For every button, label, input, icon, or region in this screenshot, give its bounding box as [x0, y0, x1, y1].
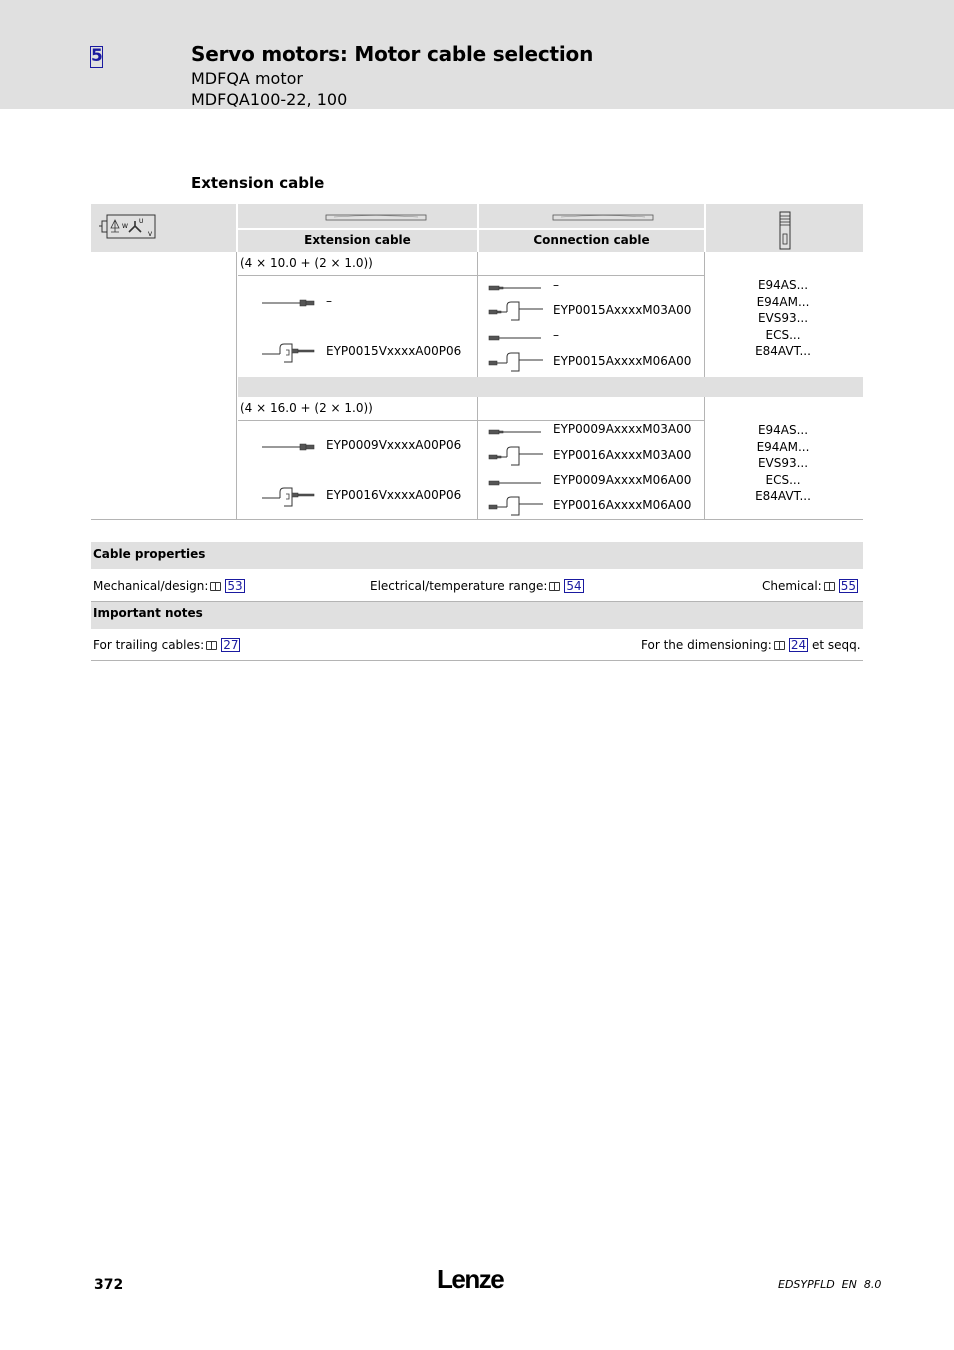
group-separator: [238, 377, 863, 397]
cable-straight-angled-icon: [489, 300, 544, 322]
cable-straight-connector-icon: [489, 426, 544, 438]
svg-text:W: W: [122, 223, 128, 230]
controller-item: EVS93...: [757, 311, 809, 325]
connection-cable-g2-4: EYP0016AxxxxM06A00: [553, 498, 692, 512]
document-id: EDSYPFLD EN 8.0: [778, 1278, 882, 1291]
connection-cable-g2-2: EYP0016AxxxxM03A00: [553, 448, 692, 462]
cable-straight-connector-icon: [489, 332, 544, 344]
controller-item: EVS93...: [757, 456, 809, 470]
extension-cable-g1-2: EYP0015VxxxxA00P06: [326, 344, 462, 358]
book-icon: [549, 582, 560, 591]
extension-cable-column-header: Extension cable: [304, 233, 411, 247]
connection-cable-g1-1: –: [553, 278, 559, 292]
cable-properties-band: [91, 542, 863, 569]
connection-cable-g1-2: EYP0015AxxxxM03A00: [553, 303, 692, 317]
mechanical-design-label: Mechanical/design:: [93, 579, 209, 593]
connection-cable-column-header: Connection cable: [533, 233, 650, 247]
controller-device-icon: [778, 212, 792, 250]
controller-item: E94AS...: [757, 278, 809, 292]
cable-plain-icon: [262, 440, 317, 454]
cable-plain-icon: [262, 296, 317, 310]
svg-text:V: V: [148, 231, 153, 238]
extension-cable-g2-1: EYP0009VxxxxA00P06: [326, 438, 462, 452]
dimensioning-suffix: et seqq.: [811, 638, 861, 652]
svg-text:U: U: [139, 218, 144, 225]
connection-cable-g2-1: EYP0009AxxxxM03A00: [553, 422, 692, 436]
trailing-cables-label: For trailing cables:: [93, 638, 205, 652]
book-icon: [774, 641, 785, 650]
cable-angled-connector-icon: [262, 486, 317, 508]
extension-cable-g2-2: EYP0016VxxxxA00P06: [326, 488, 462, 502]
electrical-temperature-ref: [370, 579, 584, 593]
cross-section-group1: (4 × 10.0 + (2 × 1.0)): [240, 256, 373, 270]
page-link-trailing[interactable]: 27: [223, 638, 239, 652]
page-link-mechanical[interactable]: 53: [227, 579, 243, 593]
connection-cable-g1-3: –: [553, 328, 559, 342]
cable-straight-connector-icon: [489, 477, 544, 489]
controller-list-g2: [705, 422, 861, 505]
cross-section-group2: (4 × 16.0 + (2 × 1.0)): [240, 401, 373, 415]
page-title: Servo motors: Motor cable selection: [191, 42, 594, 66]
connection-cable-outline-icon: [553, 214, 653, 222]
dimensioning-label: For the dimensioning:: [641, 638, 772, 652]
lenze-logo: Lenze: [437, 1264, 504, 1294]
page-subtitle-motor: MDFQA motor: [191, 69, 303, 88]
cable-straight-connector-icon: [489, 282, 544, 294]
book-icon: [210, 582, 221, 591]
chemical-ref: [762, 579, 858, 593]
book-icon: [206, 641, 217, 650]
cable-straight-angled-icon: [489, 351, 544, 373]
controller-item: E84AVT...: [755, 489, 811, 503]
trailing-cables-ref: [93, 638, 240, 652]
page-number: 372: [94, 1277, 124, 1293]
important-notes-band: [91, 602, 863, 629]
extension-cable-g1-1: –: [326, 294, 332, 308]
controller-item: E84AVT...: [755, 344, 811, 358]
page-link-electrical[interactable]: 54: [566, 579, 582, 593]
controller-list-g1: [705, 277, 861, 360]
book-icon: [824, 582, 835, 591]
page-subtitle-model: MDFQA100-22, 100: [191, 90, 348, 109]
chemical-label: Chemical:: [762, 579, 822, 593]
cable-properties-label: Cable properties: [93, 547, 206, 561]
cable-angled-connector-icon: [262, 342, 317, 364]
section-title: Extension cable: [191, 174, 325, 192]
controller-item: ECS...: [765, 327, 801, 342]
motor-symbol-icon: [99, 212, 159, 242]
electrical-temperature-label: Electrical/temperature range:: [370, 579, 548, 593]
mechanical-design-ref: [93, 579, 245, 593]
cable-straight-angled-icon: [489, 495, 544, 517]
cable-straight-angled-icon: [489, 445, 544, 467]
controller-item: E94AM...: [756, 294, 810, 309]
controller-item: ECS...: [765, 472, 801, 487]
chapter-number-link[interactable]: 5: [91, 46, 103, 66]
extension-cable-outline-icon: [326, 214, 426, 222]
important-notes-label: Important notes: [93, 606, 203, 620]
page-link-dimensioning[interactable]: 24: [790, 638, 807, 652]
controller-item: E94AM...: [756, 439, 810, 454]
page-link-chemical[interactable]: 55: [840, 579, 856, 593]
connection-cable-g2-3: EYP0009AxxxxM06A00: [553, 473, 692, 487]
controller-item: E94AS...: [757, 423, 809, 437]
connection-cable-g1-4: EYP0015AxxxxM06A00: [553, 354, 692, 368]
dimensioning-ref: [641, 638, 861, 652]
